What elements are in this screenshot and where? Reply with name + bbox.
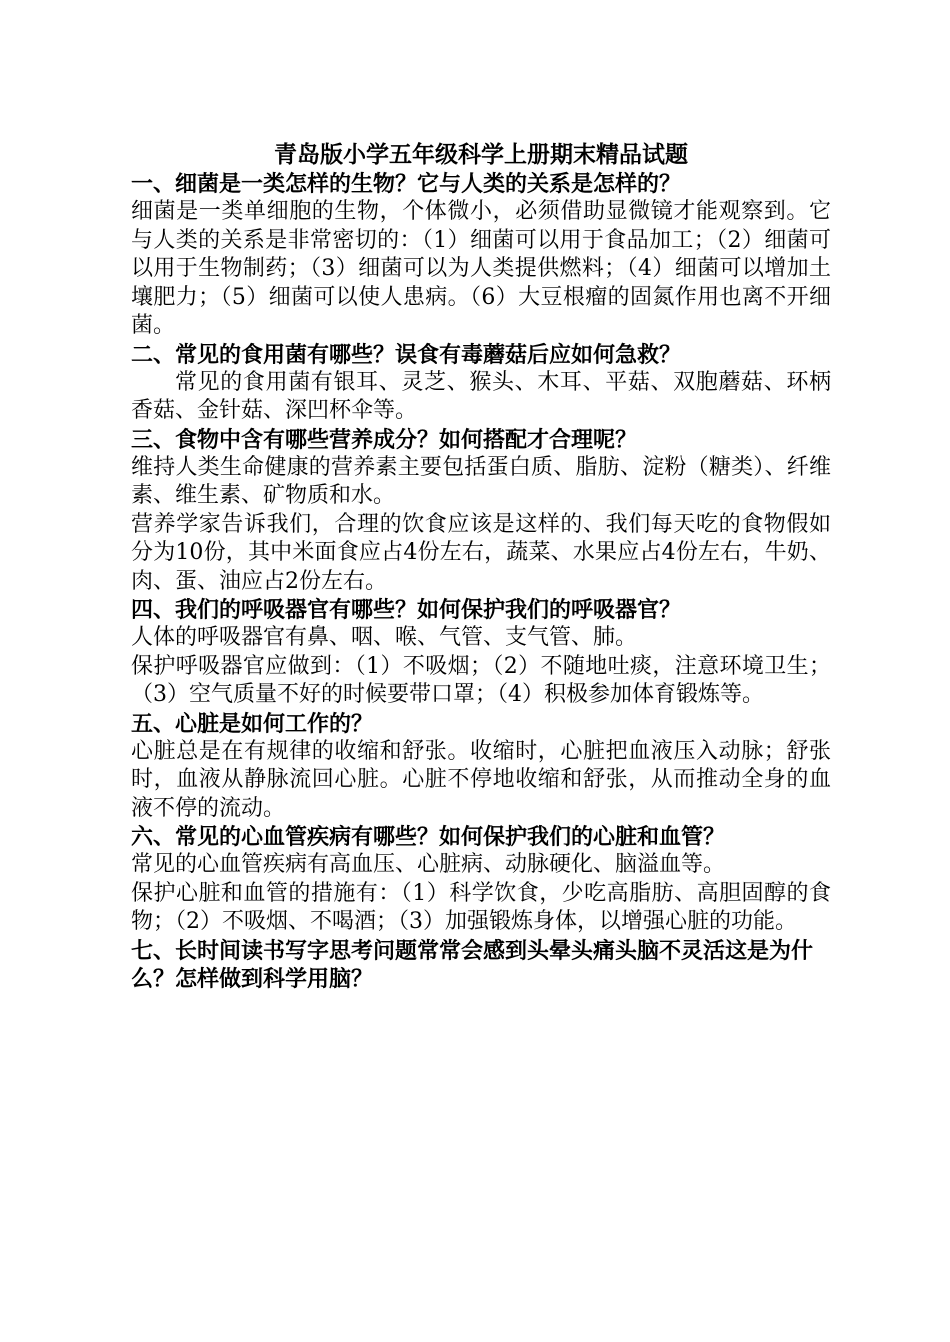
section-3	[131, 426, 831, 597]
section-heading: 一、细菌是一类怎样的生物？它与人类的关系是怎样的？	[131, 171, 682, 197]
section-4	[131, 596, 831, 710]
section-heading: 三、食物中含有哪些营养成分？如何搭配才合理呢？	[131, 426, 638, 453]
section-paragraph: 常见的心血管疾病有高血压、心脏病、动脉硬化、脑溢血等。	[131, 852, 726, 877]
section-paragraph: 人体的呼吸器官有鼻、咽、喉、气管、支气管、肺。	[131, 625, 638, 650]
section-5	[131, 710, 831, 824]
section-heading: 四、我们的呼吸器官有哪些？如何保护我们的呼吸器官？	[131, 597, 682, 623]
section-heading: 六、常见的心血管疾病有哪些？如何保护我们的心脏和血管？	[131, 824, 726, 850]
section-heading: 二、常见的食用菌有哪些？误食有毒蘑菇后应如何急救？	[131, 341, 682, 368]
section-7	[131, 937, 831, 993]
section-1	[131, 170, 831, 341]
document-title: 青岛版小学五年级科学上册期末精品试题	[274, 141, 688, 168]
section-paragraph: 细菌是一类单细胞的生物，个体微小，必须借助显微镜才能观察到。它与人类的关系是非常密切的：（1）细菌可以用于食品加工；（2）细菌可以用于生物制药；（3）细菌可以为人类提供燃料；（4）细菌可以增加土壤肥力；（5）细菌可以使人患病。（6）大豆根瘤的固氮作用也离不开细菌。	[131, 199, 831, 338]
section-2	[131, 341, 831, 426]
section-heading: 五、心脏是如何工作的？	[131, 710, 374, 737]
section-heading: 七、长时间读书写字思考问题常常会感到头晕头痛头脑不灵活这是为什么？怎样做到科学用脑？	[131, 937, 814, 992]
section-paragraph: 常见的食用菌有银耳、灵芝、猴头、木耳、平菇、双胞蘑菇、环柄香菇、金针菇、深凹杯伞等。	[131, 369, 831, 423]
section-paragraph: 维持人类生命健康的营养素主要包括蛋白质、脂肪、淀粉（糖类）、纤维素、维生素、矿物质和水。	[131, 454, 831, 508]
section-paragraph: 保护呼吸器官应做到：（1）不吸烟；（2）不随地吐痰，注意环境卫生；（3）空气质量不好的时候要带口罩；（4）积极参加体育锻炼等。	[131, 653, 831, 707]
section-6	[131, 823, 831, 937]
section-paragraph: 营养学家告诉我们，合理的饮食应该是这样的、我们每天吃的食物假如分为10份，其中米面食应占4份左右，蔬菜、水果应占4份左右，牛奶、肉、蛋、油应占2份左右。	[131, 511, 831, 594]
section-paragraph: 保护心脏和血管的措施有：（1）科学饮食，少吃高脂肪、高胆固醇的食物；（2）不吸烟、不喝酒；（3）加强锻炼身体，以增强心脏的功能。	[131, 880, 831, 934]
section-paragraph: 心脏总是在有规律的收缩和舒张。收缩时，心脏把血液压入动脉；舒张时，血液从静脉流回心脏。心脏不停地收缩和舒张，从而推动全身的血液不停的流动。	[131, 738, 831, 821]
document-page	[131, 140, 831, 993]
